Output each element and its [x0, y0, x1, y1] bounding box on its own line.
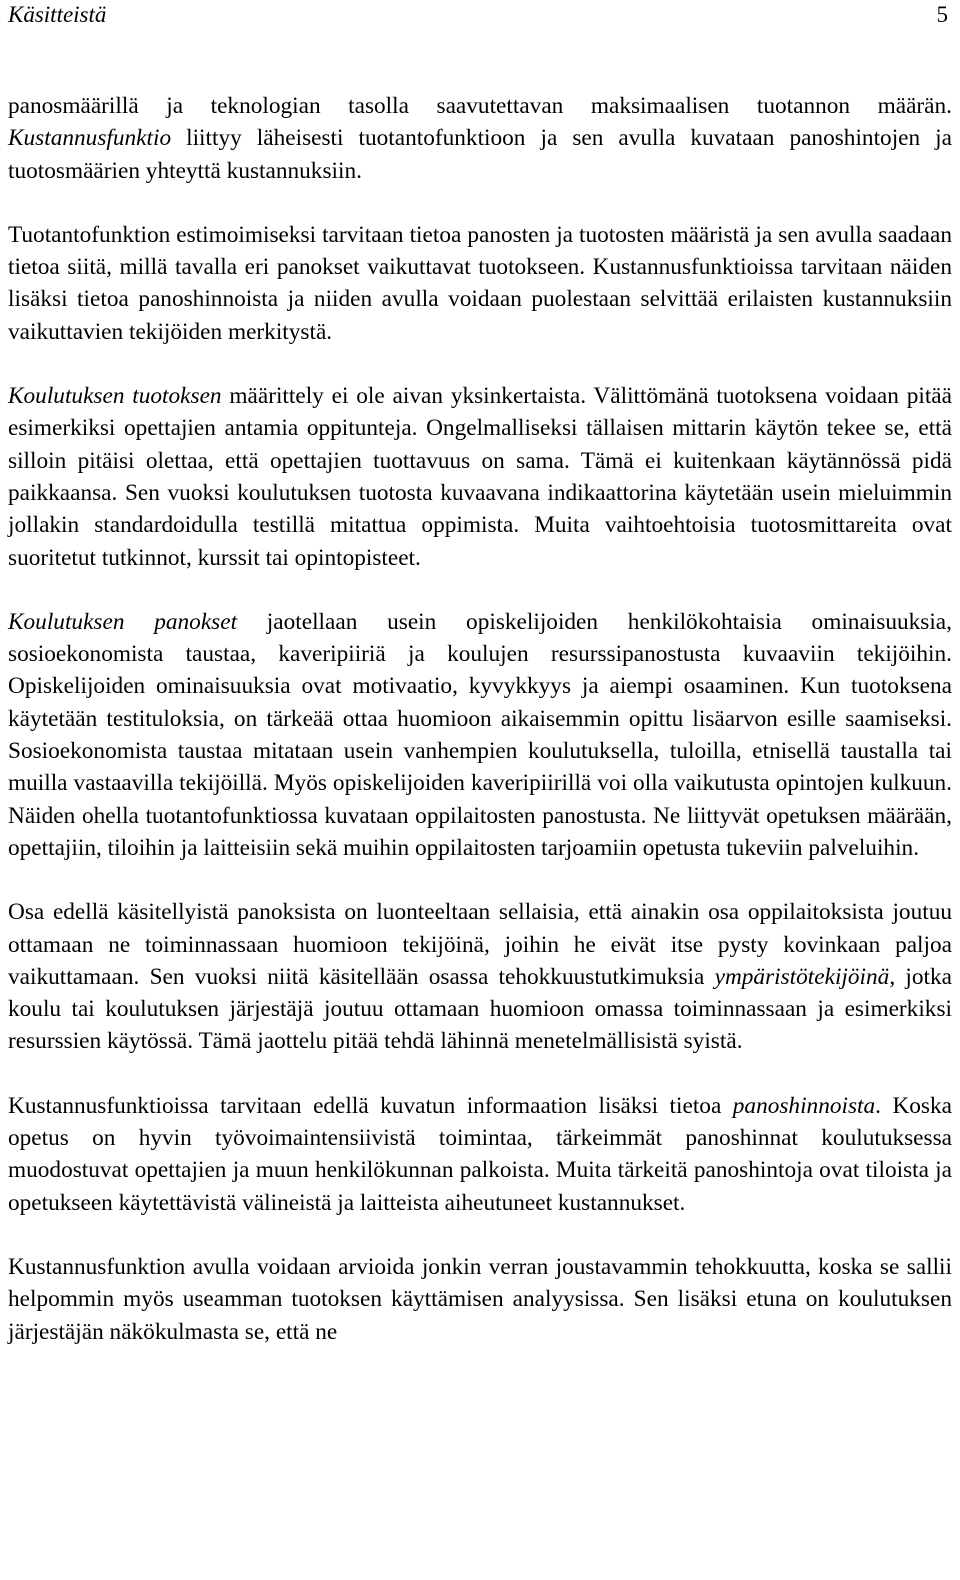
paragraph: Koulutuksen panokset jaotellaan usein opiskelijoiden henkilökohtaisia ominaisuuksia, sosioekonomista taustaa, kaveripiiriä ja koulujen resurssipanostusta kuvaaviin tekijöihin. Opiskelijoiden ominaisuuksia ovat motivaatio, kyvykkyys ja aiempi osaaminen. Kun tuotoksena käytetään testituloksia, on tärkeää ottaa huomioon aikaisemmin opittu lisäarvon esille saamiseksi. Sosioekonomista taustaa mitataan usein vanhempien koulutuksella, tuloilla, etnisellä taustalla tai muilla vastaavilla tekijöillä. Myös opiskelijoiden kaveripiirillä voi olla vaikutusta opintojen kulkuun. Näiden ohella tuotantofunktiossa kuvataan oppilaitosten panostusta. Ne liittyvät opetuksen määrään, opettajiin, tiloihin ja laitteisiin sekä muihin oppilaitosten tarjoamiin opetusta tukeviin palveluihin.	[8, 608, 952, 861]
paragraph: panosmäärillä ja teknologian tasolla saavutettavan maksimaalisen tuotannon määrän. Kustannusfunktio liittyy läheisesti tuotantofunktioon ja sen avulla kuvataan panoshintojen ja tuotosmäärien yhteyttä kustannuksiin.	[8, 93, 952, 184]
paragraph: Tuotantofunktion estimoimiseksi tarvitaan tietoa panosten ja tuotosten määristä ja sen avulla saadaan tietoa siitä, millä tavalla eri panokset vaikuttavat tuotokseen. Kustannusfunktioissa tarvitaan näiden lisäksi tietoa panoshinnoista ja niiden avulla voidaan puolestaan selvittää erilaisten kustannuksiin vaikuttavien tekijöiden merkitystä.	[8, 221, 952, 345]
paragraph: Osa edellä käsitellyistä panoksista on luonteeltaan sellaisia, että ainakin osa oppilaitoksista joutuu ottamaan ne toiminnassaan huomioon tekijöinä, joihin he eivät itse pysty kovinkaan paljoa vaikuttamaan. Sen vuoksi niitä käsitellään osassa tehokkuustutkimuksia ympäristötekijöinä, jotka koulu tai koulutuksen järjestäjä joutuu ottamaan huomioon omassa toiminnassaan ja esimerkiksi resurssien käytössä. Tämä jaottelu pitää tehdä lähinnä menetelmällisistä syistä.	[8, 899, 953, 1055]
term-koulutuksen-tuotos: Koulutuksen tuotoksen	[8, 383, 222, 410]
term-kustannusfunktio: Kustannusfunktio	[8, 125, 172, 152]
running-header	[8, 0, 952, 32]
page-number: 5	[936, 2, 948, 27]
paragraph: Kustannusfunktioissa tarvitaan edellä kuvatun informaation lisäksi tietoa panoshinnoista. Koska opetus on hyvin työvoimaintensiivistä toimintaa, tärkeimmät panoshinnat koulutuksessa muodostuvat opettajien ja muun henkilökunnan palkoista. Muita tärkeitä panoshintoja ovat tiloista ja opetukseen käytettävistä välineistä ja laitteista aiheutuneet kustannukset.	[8, 1092, 952, 1216]
paragraph: Kustannusfunktion avulla voidaan arvioida jonkin verran joustavammin tehokkuutta, koska se sallii helpommin myös useamman tuotoksen käyttämisen analyysissa. Sen lisäksi etuna on koulutuksen järjestäjän näkökulmasta se, että ne	[8, 1253, 952, 1345]
term-panoshinnat: panoshinnoista	[732, 1092, 876, 1119]
paragraph: Koulutuksen tuotoksen määrittely ei ole aivan yksinkertaista. Välittömänä tuotoksena voidaan pitää esimerkiksi opettajien antamia oppitunteja. Ongelmalliseksi tällaisen mittarin käytön tekee se, että silloin pitäisi olettaa, että opettajien tuottavuus on sama. Tämä ei kuitenkaan käytännössä pidä paikkaansa. Sen vuoksi koulutuksen tuotosta kuvaavana indikaattorina käytetään usein mieluimmin jollakin standardoidulla testillä mitattua oppimista. Muita vaihtoehtoisia tuotosmittareita ovat suoritetut tutkinnot, kurssit tai opintopisteet.	[8, 383, 952, 571]
term-ymparistotekijat: ympäristötekijöinä	[714, 963, 890, 990]
term-koulutuksen-panokset: Koulutuksen panokset	[8, 608, 238, 635]
section-title: Käsitteistä	[8, 2, 107, 27]
body-text	[8, 90, 952, 1348]
